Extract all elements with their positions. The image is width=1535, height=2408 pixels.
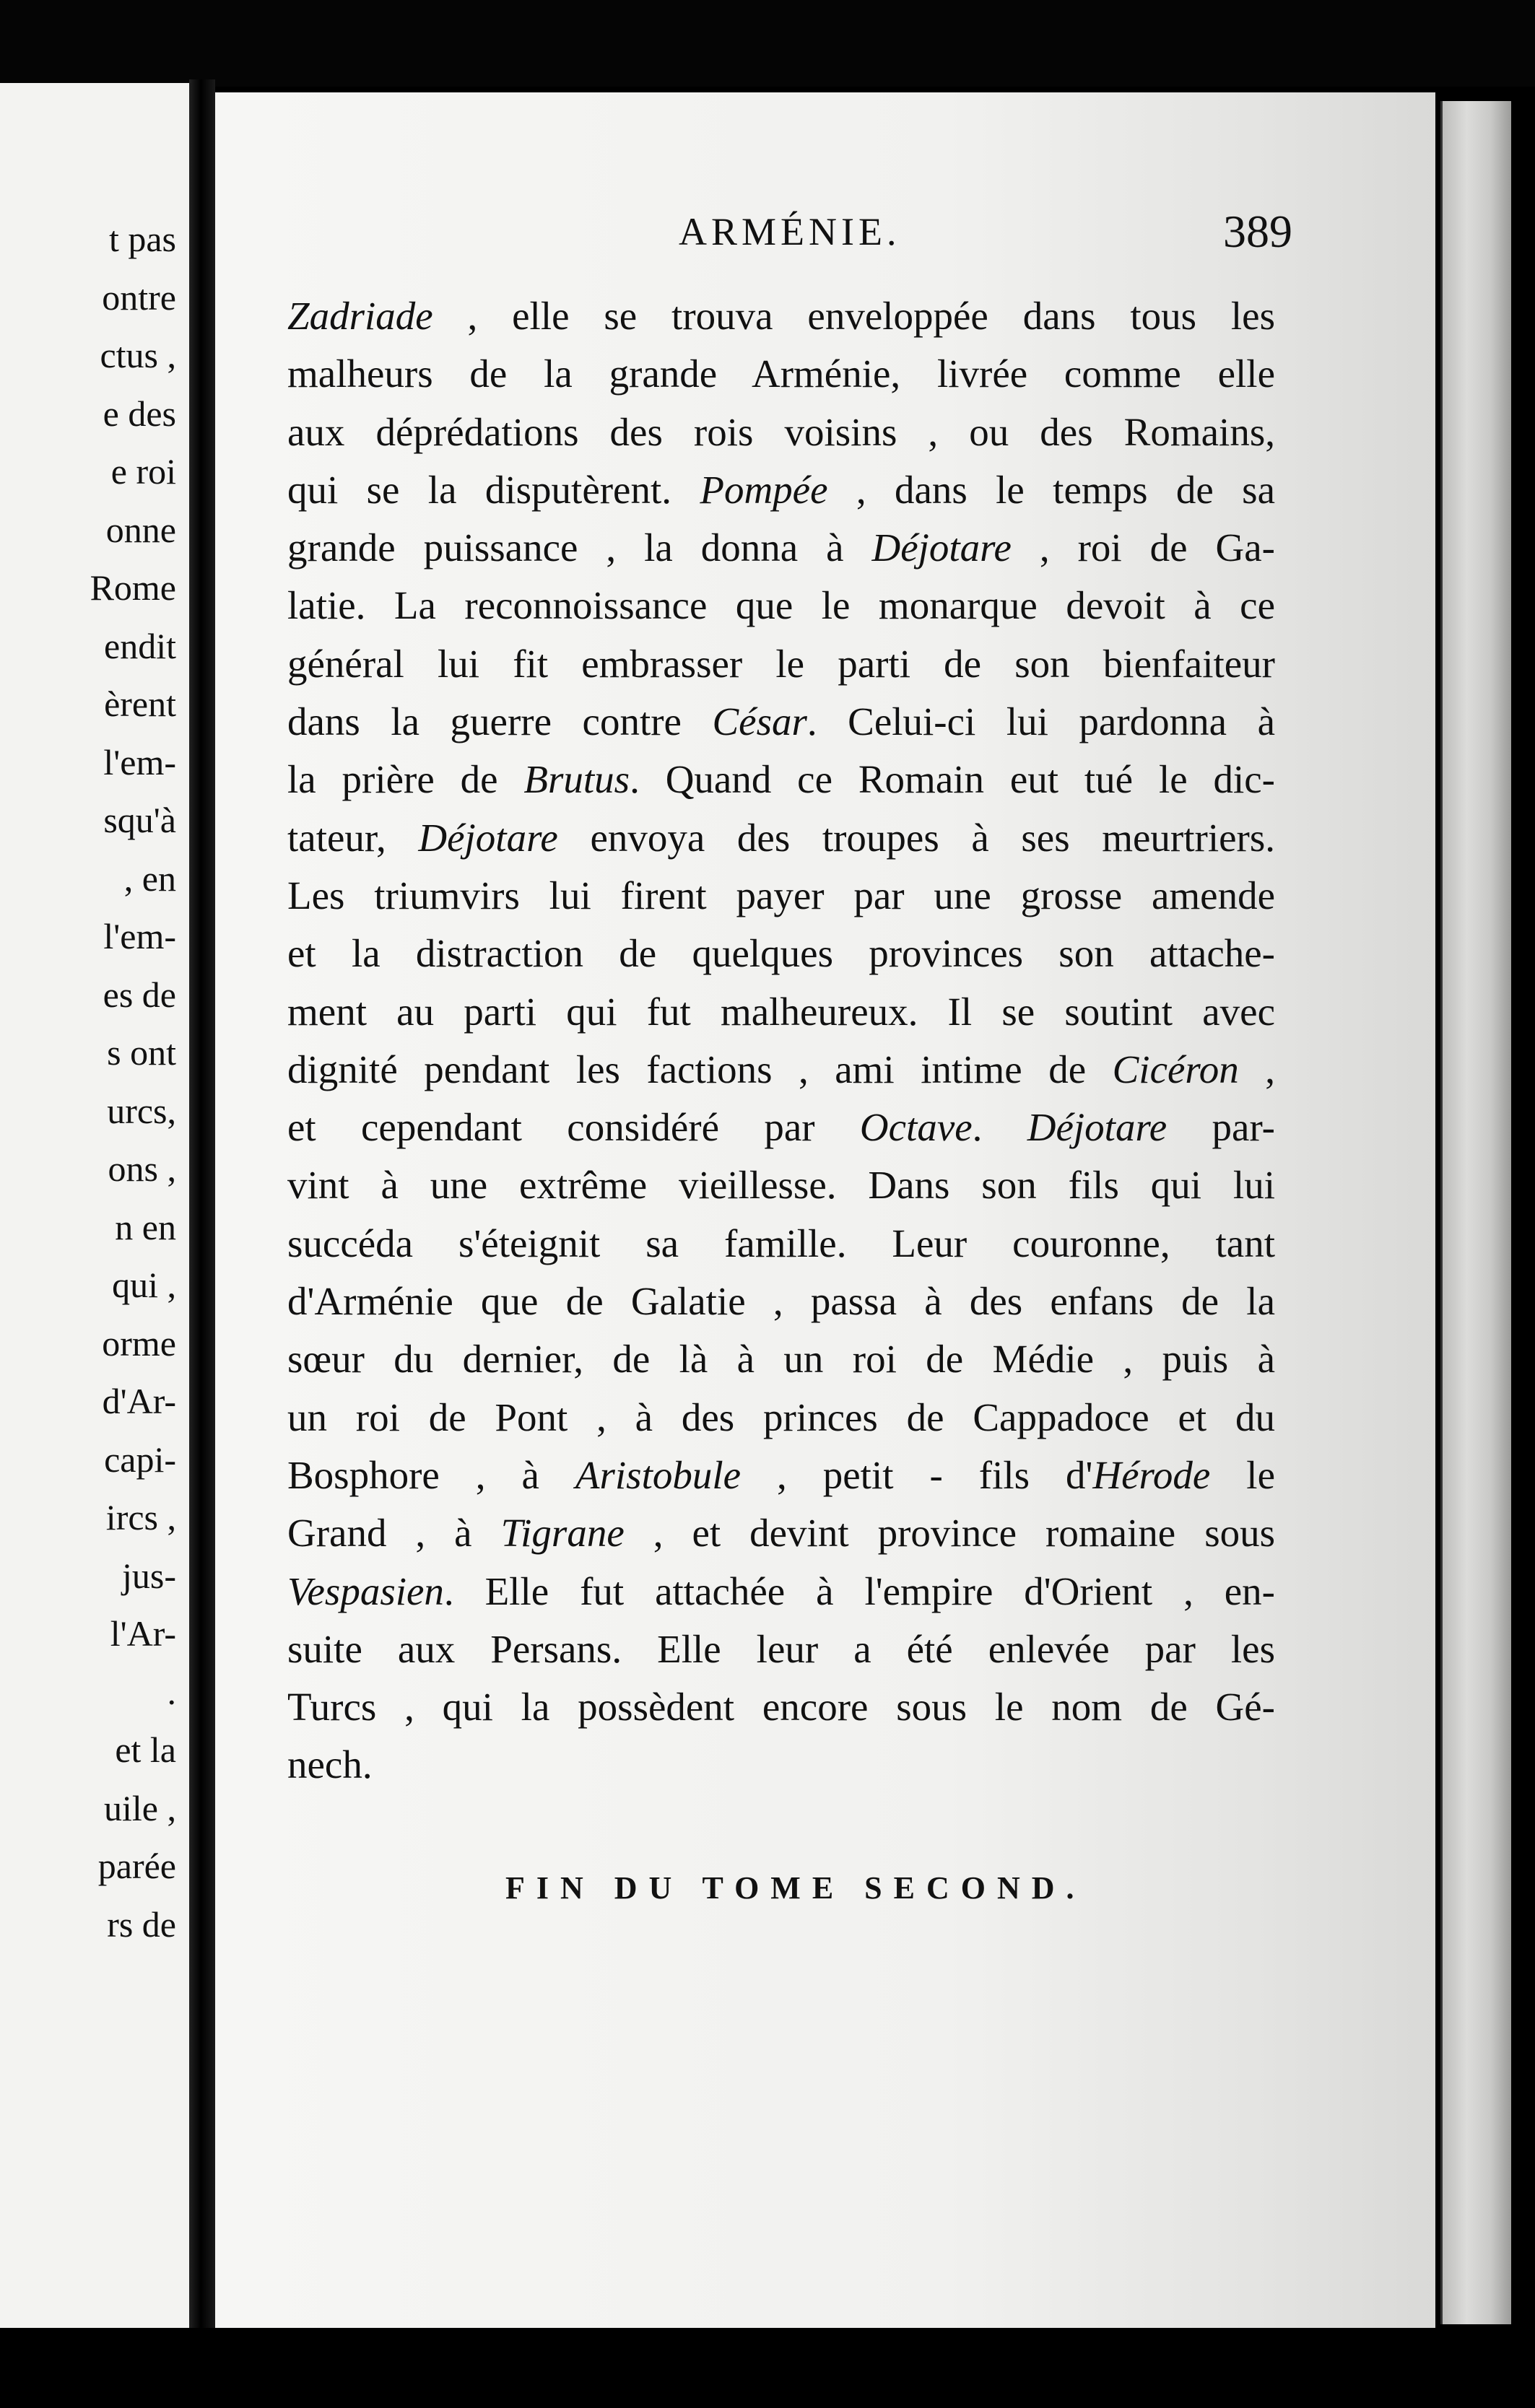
text-segment: le <box>1210 1452 1275 1497</box>
text-segment: malheurs de la grande Arménie, livrée comme elle <box>287 352 1275 396</box>
text-line <box>287 461 1275 519</box>
left-page-line: Rome <box>90 567 176 608</box>
left-page-line: rs de <box>107 1903 176 1945</box>
text-segment: vint à une extrême vieillesse. Dans son fils qui lui <box>287 1163 1275 1208</box>
text-segment: , dans le temps de sa <box>827 467 1275 512</box>
italic-name: Pompée <box>700 467 828 512</box>
text-line <box>287 751 1275 808</box>
italic-name: Aristobule <box>575 1452 742 1497</box>
text-segment: grande puissance , la donna à <box>287 525 872 570</box>
scan-bottom-border <box>0 2328 1535 2408</box>
left-page-line: s ont <box>107 1032 176 1073</box>
text-segment: . Celui-ci lui pardonna à <box>806 699 1275 744</box>
text-segment: latie. La reconnoissance que le monarque devoit à ce <box>287 583 1275 628</box>
text-line <box>287 1620 1275 1678</box>
left-page-line: qui , <box>112 1265 176 1305</box>
text-segment: succéda s'éteignit sa famille. Leur couronne, tant <box>287 1221 1275 1265</box>
left-page-line: es de <box>103 974 176 1015</box>
end-of-volume-note: FIN DU TOME SECOND. <box>505 1870 1086 1906</box>
text-line <box>287 1156 1275 1214</box>
text-segment: qui se la disputèrent. <box>287 467 700 512</box>
left-page-line: ontre <box>102 276 176 318</box>
text-segment: par- <box>1167 1105 1275 1150</box>
text-segment: un roi de Pont , à des princes de Cappadoce et du <box>287 1395 1275 1439</box>
text-segment: envoya des troupes à ses meurtriers. <box>557 815 1276 860</box>
text-segment: , roi de Ga- <box>1011 525 1275 570</box>
text-line <box>287 867 1275 925</box>
left-page-line: endit <box>104 625 176 666</box>
left-page-line: urcs, <box>107 1090 176 1131</box>
scan-top-border <box>0 0 1535 87</box>
text-segment: Grand , à <box>287 1511 501 1556</box>
text-line <box>287 925 1275 982</box>
text-segment: , et devint province romaine sous <box>624 1511 1276 1556</box>
text-segment: général lui fit embrasser le parti de son bienfaiteur <box>287 641 1275 686</box>
text-line <box>287 1563 1275 1620</box>
left-page-line: orme <box>102 1322 176 1364</box>
left-page-line: e des <box>103 393 176 434</box>
text-line <box>287 519 1275 577</box>
text-segment: et la distraction de quelques provinces son attache- <box>287 931 1275 976</box>
italic-name: Tigrane <box>500 1511 625 1556</box>
italic-name: Déjotare <box>1027 1105 1167 1150</box>
text-segment: Bosphore , à <box>287 1452 575 1497</box>
left-page-line: l'em- <box>103 916 176 956</box>
left-page-line: uile , <box>104 1787 176 1828</box>
text-line <box>287 1389 1275 1447</box>
italic-name: Octave <box>859 1105 973 1150</box>
page-header <box>289 206 1292 274</box>
left-page-fragment <box>0 83 189 2328</box>
text-segment: ment au parti qui fut malheureux. Il se soutint avec <box>287 989 1275 1034</box>
text-segment: la prière de <box>287 757 524 802</box>
page-edge-stack <box>1440 101 1511 2324</box>
text-segment: , petit - fils d' <box>741 1452 1093 1497</box>
italic-name: Zadriade <box>287 294 433 338</box>
book-gutter <box>189 79 215 2339</box>
text-segment: suite aux Persans. Elle leur a été enlevée par les <box>287 1626 1275 1671</box>
italic-name: Déjotare <box>871 525 1012 570</box>
left-page-line: , en <box>123 858 176 899</box>
italic-name: Brutus <box>523 757 630 802</box>
text-line <box>287 693 1275 751</box>
left-page-line: èrent <box>104 684 176 724</box>
text-line <box>287 1678 1275 1736</box>
left-page-line: ons , <box>108 1148 176 1189</box>
text-line <box>287 345 1275 403</box>
left-page-line: l'Ar- <box>110 1613 176 1654</box>
text-segment: dans la guerre contre <box>287 699 713 744</box>
text-segment: et cependant considéré par <box>287 1105 860 1150</box>
text-segment: . Elle fut attachée à l'empire d'Orient , en- <box>443 1569 1275 1613</box>
text-segment: tateur, <box>287 815 419 860</box>
text-segment: d'Arménie que de Galatie , passa à des enfans de la <box>287 1279 1275 1324</box>
text-line <box>287 809 1275 867</box>
text-line <box>287 635 1275 693</box>
left-page-line: . <box>167 1671 176 1712</box>
italic-name: César <box>712 699 807 744</box>
text-segment: Les triumvirs lui firent payer par une grosse amende <box>287 873 1275 917</box>
text-segment: dignité pendant les factions , ami intime de <box>287 1047 1113 1091</box>
left-page-line: l'em- <box>103 741 176 782</box>
text-line <box>287 1330 1275 1388</box>
running-head: ARMÉNIE. <box>679 210 901 253</box>
body-text <box>287 287 1275 1794</box>
text-line <box>287 1447 1275 1504</box>
left-page-line: parée <box>97 1846 176 1886</box>
left-page-line: ircs , <box>105 1497 176 1537</box>
text-segment: , elle se trouva enveloppée dans tous les <box>432 294 1275 338</box>
text-segment: nech. <box>287 1742 373 1787</box>
text-segment: . Quand ce Romain eut tué le dic- <box>630 757 1276 802</box>
text-segment: sœur du dernier, de là à un roi de Médie , puis à <box>287 1337 1275 1382</box>
text-segment: Turcs , qui la possèdent encore sous le nom de Gé- <box>287 1685 1275 1729</box>
left-page-line: n en <box>115 1206 176 1247</box>
italic-name: Hérode <box>1092 1452 1211 1497</box>
text-line <box>287 1041 1275 1099</box>
text-segment: , <box>1238 1047 1275 1091</box>
text-segment: . <box>972 1105 1027 1150</box>
left-page-line: onne <box>105 509 176 550</box>
italic-name: Vespasien <box>287 1569 444 1613</box>
left-page-line: capi- <box>104 1439 176 1480</box>
text-segment: aux déprédations des rois voisins , ou des Romains, <box>287 409 1275 454</box>
page-number: 389 <box>1223 206 1292 257</box>
text-line <box>287 983 1275 1041</box>
text-line <box>287 1736 1275 1794</box>
left-page-line: jus- <box>122 1555 176 1596</box>
text-line <box>287 1504 1275 1562</box>
left-page-line: e roi <box>110 451 176 492</box>
text-line <box>287 1215 1275 1273</box>
text-line <box>287 1099 1275 1156</box>
left-page-line: et la <box>115 1729 176 1770</box>
text-line <box>287 577 1275 634</box>
left-page-line: t pas <box>108 219 176 259</box>
text-line <box>287 1273 1275 1330</box>
italic-name: Déjotare <box>418 815 558 860</box>
text-line <box>287 403 1275 461</box>
text-line <box>287 287 1275 345</box>
italic-name: Cicéron <box>1112 1047 1239 1091</box>
left-page-line: ctus , <box>100 335 176 375</box>
left-page-line: squ'à <box>103 800 176 840</box>
left-page-line: d'Ar- <box>102 1381 176 1421</box>
